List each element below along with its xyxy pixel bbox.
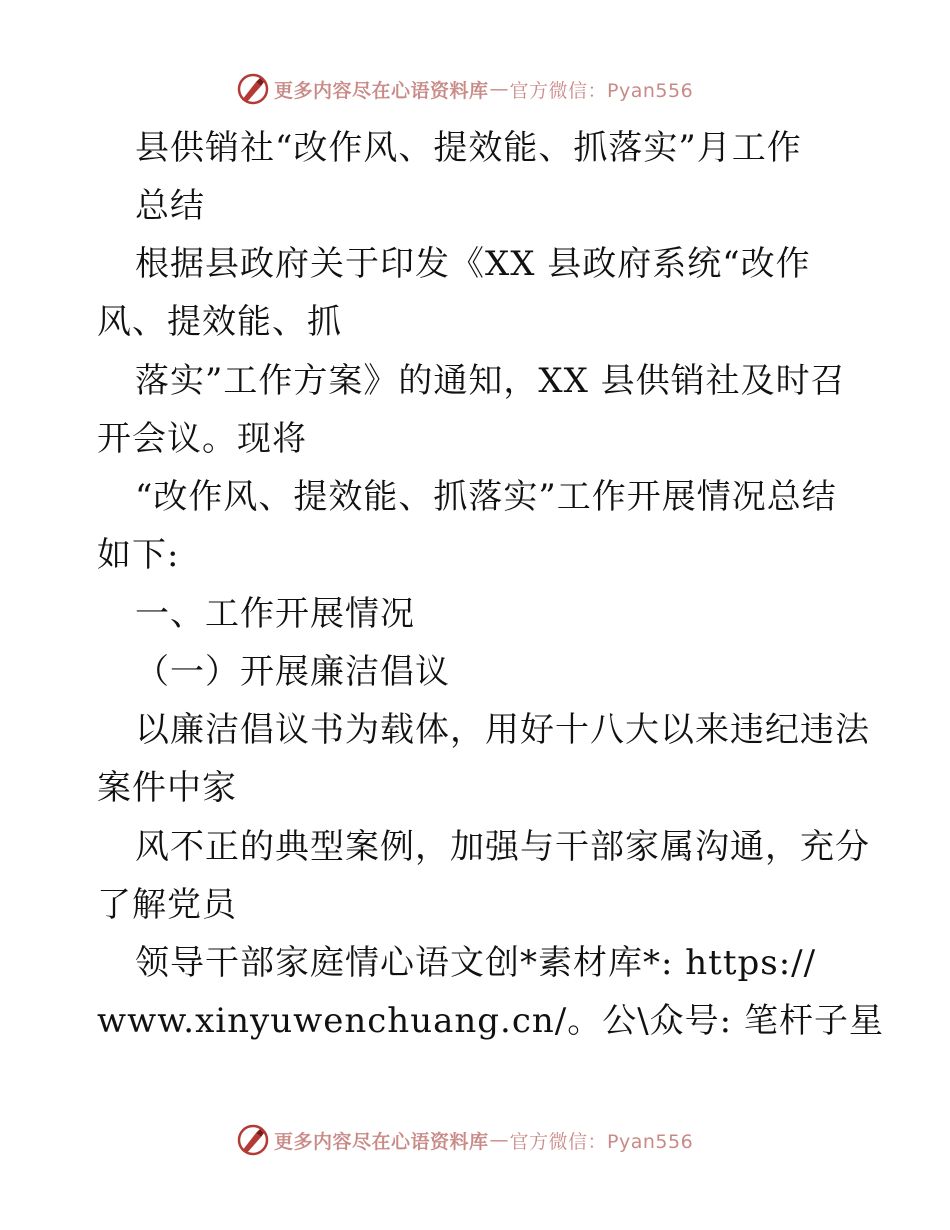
watermark-banner-bottom [236, 1123, 693, 1157]
paragraph-line: 如下: [97, 535, 180, 575]
section-heading: 一、工作开展情况 [135, 594, 415, 634]
paragraph-line: 风、提效能、抓 [97, 302, 342, 342]
document-title-line-2: 总结 [135, 186, 205, 226]
pen-logo-icon [236, 1123, 270, 1157]
subsection-heading: （一）开展廉洁倡议 [135, 652, 450, 692]
pen-logo-icon [236, 72, 270, 106]
watermark-text: 更多内容尽在心语资料库 [274, 79, 489, 102]
watermark-wechat: 官方微信：Pyan556 [509, 79, 694, 102]
paragraph-line: 以廉洁倡议书为载体，用好十八大以来违纪违法 [135, 710, 870, 750]
paragraph-line: 风不正的典型案例，加强与干部家属沟通，充分 [135, 827, 870, 867]
watermark-dash: — [489, 1129, 509, 1151]
paragraph-line: 落实”工作方案》的通知，XX 县供销社及时召 [135, 361, 846, 401]
paragraph-line: 开会议。现将 [97, 419, 307, 459]
watermark-wechat: 官方微信：Pyan556 [509, 1130, 694, 1153]
paragraph-line: 领导干部家庭情心语文创*素材库*: https:// [135, 943, 817, 983]
watermark-dash: — [489, 78, 509, 100]
watermark-banner-top [236, 72, 693, 106]
paragraph-line: 了解党员 [97, 885, 237, 925]
watermark-text: 更多内容尽在心语资料库 [274, 1130, 489, 1153]
paragraph-line: www.xinyuwenchuang.cn/。公\众号: 笔杆子星 [97, 1001, 884, 1041]
paragraph-line: “改作风、提效能、抓落实”工作开展情况总结 [135, 477, 837, 517]
document-title-line-1: 县供销社“改作风、提效能、抓落实”月工作 [135, 128, 802, 168]
paragraph-line: 案件中家 [97, 768, 237, 808]
paragraph-line: 根据县政府关于印发《XX 县政府系统“改作 [135, 244, 811, 284]
